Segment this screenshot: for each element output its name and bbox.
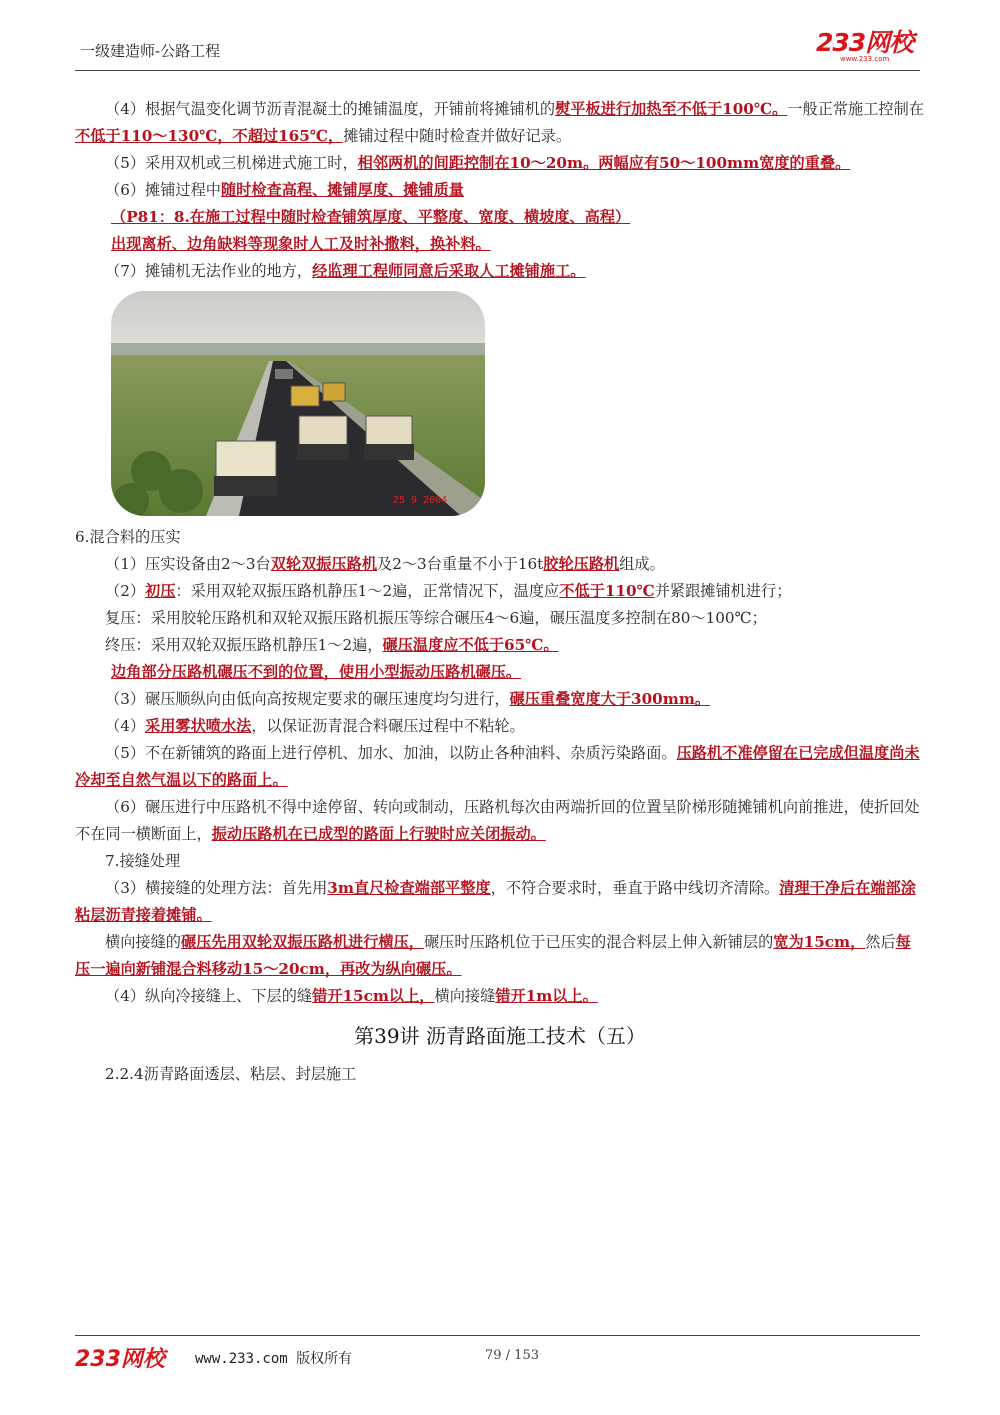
highlight: 清理干净后在端部涂粘层沥青接着摊铺。 <box>75 879 916 924</box>
paragraph-rolling-direction: （3）碾压顺纵向由低向高按规定要求的碾压速度均匀进行，碾压重叠宽度大于300mm。 <box>105 690 711 708</box>
highlight: 错开1m以上。 <box>495 987 598 1005</box>
paragraph-p81-note <box>75 204 925 231</box>
footer-logo[interactable]: 233网校 <box>75 1347 165 1372</box>
highlight: 碾压温度应不低于65℃。 <box>382 636 559 654</box>
footer-rights: 版权所有 <box>296 1351 353 1367</box>
highlight: 3m直尺检查端部平整度 <box>327 879 491 897</box>
paragraph-paving-check: （6）摊铺过程中随时检查高程、摊铺厚度、摊铺质量 <box>105 181 464 199</box>
highlight: 错开15cm以上， <box>312 987 435 1005</box>
road-paving-image <box>111 291 485 516</box>
highlight: 初压 <box>145 582 176 600</box>
logo-url: www.233.com <box>840 55 890 63</box>
paragraph-edge-compaction <box>75 659 925 686</box>
paragraph-paving-temperature: （4）根据气温变化调节沥青混凝土的摊铺温度，开铺前将摊铺机的熨平板进行加热至不低于100℃。一般正常施工控制在不低于110～130℃，不超过165℃，摊铺过程中随时检查并做好记录。 <box>75 100 924 145</box>
lecture-title: 第39讲 沥青路面施工技术（五） <box>354 1024 646 1048</box>
highlight: 宽为15cm， <box>773 933 866 951</box>
logo-text: 233网校 <box>816 28 914 57</box>
highlight: 双轮双振压路机 <box>270 555 377 573</box>
roller-3 <box>364 416 414 460</box>
highlight: 出现离析、边角缺料等现象时人工及时补撒料，换补料。 <box>111 235 491 253</box>
highlight: 振动压路机在已成型的路面上行驶时应关闭振动。 <box>211 825 546 843</box>
highlight: 碾压重叠宽度大于300mm。 <box>509 690 711 708</box>
footer-divider <box>75 1335 920 1336</box>
highlight: （P81：8.在施工过程中随时检查铺筑厚度、平整度、宽度、横坡度、高程） <box>111 208 631 226</box>
page-header <box>75 30 920 72</box>
page-number: 79 / 153 <box>485 1348 539 1363</box>
paragraph-compaction-equipment: （1）压实设备由2～3台双轮双振压路机及2～3台重量不小于16t胶轮压路机组成。 <box>105 555 665 573</box>
roller-2 <box>297 416 349 460</box>
paragraph-no-parking: （5）不在新铺筑的路面上进行停机、加水、加油，以防止各种油料、杂质污染路面。压路机不准停留在已完成但温度尚未冷却至自然气温以下的路面上。 <box>75 744 920 789</box>
section-7-title: 7.接缝处理 <box>105 852 181 870</box>
subsection-title: 2.2.4沥青路面透层、粘层、封层施工 <box>105 1065 357 1083</box>
photo-date-stamp: 25 9 2004 <box>393 495 448 506</box>
paragraph-manual-paving: （7）摊铺机无法作业的地方，经监理工程师同意后采取人工摊铺施工。 <box>105 262 586 280</box>
header-title: 一级建造师-公路工程 <box>80 42 221 60</box>
highlight: 不低于110～130℃，不超过165℃， <box>75 127 344 145</box>
highlight: 压路机不准停留在已完成但温度尚未冷却至自然气温以下的路面上。 <box>75 744 920 789</box>
footer-copyright <box>195 1348 352 1368</box>
highlight: 熨平板进行加热至不低于100℃。 <box>555 100 788 118</box>
paragraph-echelon-paving: （5）采用双机或三机梯进式施工时，相邻两机的间距控制在10～20m。两幅应有50～100mm宽度的重叠。 <box>105 154 851 172</box>
paragraph-joint-rolling: 横向接缝的碾压先用双轮双振压路机进行横压，碾压时压路机位于已压实的混合料层上伸入新铺层的宽为15cm，然后每压一遍向新铺混合料移动15～20cm，再改为纵向碾压。 <box>75 933 911 978</box>
highlight: 相邻两机的间距控制在10～20m。两幅应有50～100mm宽度的重叠。 <box>357 154 851 172</box>
header-divider <box>75 70 920 71</box>
paragraph-transverse-joint: （3）横接缝的处理方法：首先用3m直尺检查端部平整度，不符合要求时，垂直于路中线切齐清除。清理干净后在端部涂粘层沥青接着摊铺。 <box>75 879 916 924</box>
highlight: 采用雾状喷水法 <box>145 717 252 735</box>
paragraph-water-spray: （4）采用雾状喷水法，以保证沥青混合料碾压过程中不粘轮。 <box>105 717 525 735</box>
section-6-title: 6.混合料的压实 <box>75 528 181 546</box>
highlight: 经监理工程师同意后采取人工摊铺施工。 <box>312 262 586 280</box>
footer-site-link[interactable]: www.233.com <box>195 1351 288 1367</box>
highlight: 边角部分压路机碾压不到的位置，使用小型振动压路机碾压。 <box>111 663 522 681</box>
highlight: 每压一遍向新铺混合料移动15～20cm，再改为纵向碾压。 <box>75 933 911 978</box>
highlight: 随时检查高程、摊铺厚度、摊铺质量 <box>220 181 464 199</box>
highlight: 不低于110℃ <box>559 582 655 600</box>
brand-logo[interactable] <box>816 30 916 64</box>
roller-1 <box>214 441 278 496</box>
highlight: 胶轮压路机 <box>543 555 620 573</box>
paving-photo <box>111 291 485 516</box>
paragraph-recompaction: 复压：采用胶轮压路机和双轮双振压路机振压等综合碾压4～6遍，碾压温度多控制在80～100℃； <box>105 609 767 627</box>
paragraph-final-compaction: 终压：采用双轮双振压路机静压1～2遍，碾压温度应不低于65℃。 <box>105 636 559 654</box>
document-body <box>75 96 925 1088</box>
paragraph-no-stopping: （6）碾压进行中压路机不得中途停留、转向或制动，压路机每次由两端折回的位置呈阶梯形随摊铺机向前推进，使折回处不在同一横断面上，振动压路机在已成型的路面上行驶时应关闭振动。 <box>75 798 920 843</box>
page-footer <box>75 1342 920 1372</box>
paragraph-longitudinal-joint: （4）纵向冷接缝上、下层的缝错开15cm以上，横向接缝错开1m以上。 <box>105 987 598 1005</box>
paragraph-segregation <box>75 231 925 258</box>
paragraph-initial-compaction: （2）初压：采用双轮双振压路机静压1～2遍，正常情况下，温度应不低于110℃并紧跟摊铺机进行； <box>105 582 792 600</box>
highlight: 碾压先用双轮双振压路机进行横压， <box>180 933 424 951</box>
